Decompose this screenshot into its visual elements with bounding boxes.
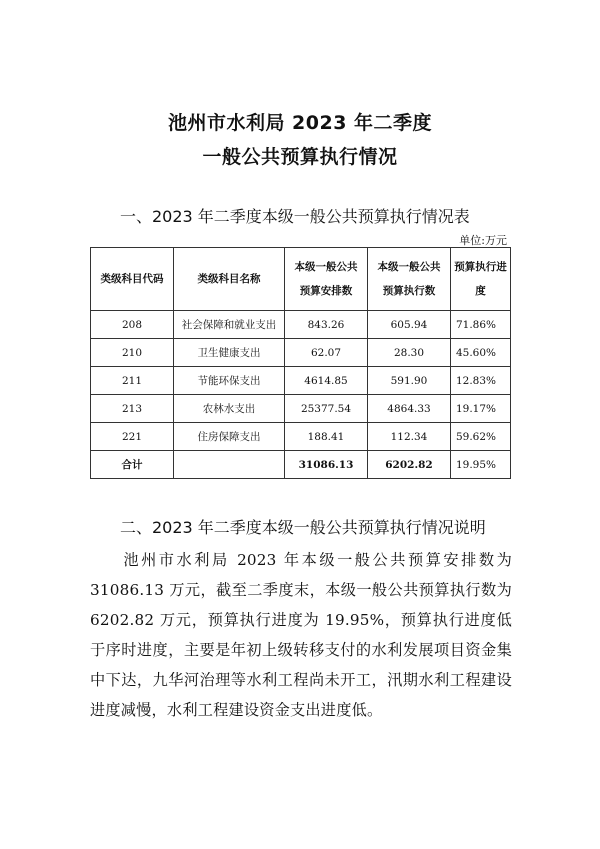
total-name: [174, 451, 285, 479]
header-budget-line2: 预算安排数: [299, 285, 353, 297]
header-progress: 预算执行进度: [451, 248, 511, 311]
document-title-line1: 池州市水利局 2023 年二季度: [167, 112, 433, 134]
cell-exec: 28.30: [368, 339, 451, 367]
explanation-paragraph: [90, 545, 512, 725]
table-row: [91, 423, 511, 451]
section2-heading: 二、2023 年二季度本级一般公共预算执行情况说明: [120, 518, 486, 537]
table-header-row: [91, 248, 511, 311]
cell-budget: 843.26: [285, 311, 368, 339]
cell-code: 211: [91, 367, 174, 395]
total-exec: 6202.82: [368, 451, 451, 479]
header-budget: [285, 248, 368, 311]
unit-label: 单位:万元: [459, 234, 507, 247]
cell-name: 卫生健康支出: [174, 339, 285, 367]
budget-table: [90, 247, 511, 479]
table-total-row: [91, 451, 511, 479]
header-code: 类级科目代码: [91, 248, 174, 311]
header-exec-line2: 预算执行数: [382, 285, 436, 297]
table-row: [91, 395, 511, 423]
total-label: 合计: [91, 451, 174, 479]
cell-exec: 591.90: [368, 367, 451, 395]
cell-name: 节能环保支出: [174, 367, 285, 395]
table-row: [91, 339, 511, 367]
cell-budget: 4614.85: [285, 367, 368, 395]
explanation-text: 池州市水利局 2023 年本级一般公共预算安排数为 31086.13 万元，截至二季度末，本级一般公共预算执行数为 6202.82 万元，预算执行进度为 19.95%，预算执行进度低于序时进度，主要是年初上级转移支付的水利发展项目资金集中下达，九华河治理等水利工程尚未开工，汛期水利工程建设进度减慢，水利工程建设资金支出进度低。: [90, 551, 512, 719]
header-budget-line1: 本级一般公共: [294, 261, 358, 273]
cell-budget: 62.07: [285, 339, 368, 367]
header-name: 类级科目名称: [174, 248, 285, 311]
header-exec-line1: 本级一般公共: [377, 261, 441, 273]
cell-budget: 188.41: [285, 423, 368, 451]
document-title-line2: 一般公共预算执行情况: [202, 146, 398, 168]
cell-name: 农林水支出: [174, 395, 285, 423]
cell-name: 住房保障支出: [174, 423, 285, 451]
total-progress: 19.95%: [451, 451, 511, 479]
cell-exec: 112.34: [368, 423, 451, 451]
cell-budget: 25377.54: [285, 395, 368, 423]
cell-progress: 45.60%: [451, 339, 511, 367]
cell-code: 210: [91, 339, 174, 367]
cell-code: 221: [91, 423, 174, 451]
cell-progress: 59.62%: [451, 423, 511, 451]
table-row: [91, 367, 511, 395]
section1-heading: 一、2023 年二季度本级一般公共预算执行情况表: [120, 207, 470, 226]
cell-name: 社会保障和就业支出: [174, 311, 285, 339]
header-exec: [368, 248, 451, 311]
cell-progress: 19.17%: [451, 395, 511, 423]
cell-exec: 605.94: [368, 311, 451, 339]
total-budget: 31086.13: [285, 451, 368, 479]
cell-code: 213: [91, 395, 174, 423]
cell-exec: 4864.33: [368, 395, 451, 423]
cell-progress: 71.86%: [451, 311, 511, 339]
cell-code: 208: [91, 311, 174, 339]
table-row: [91, 311, 511, 339]
cell-progress: 12.83%: [451, 367, 511, 395]
